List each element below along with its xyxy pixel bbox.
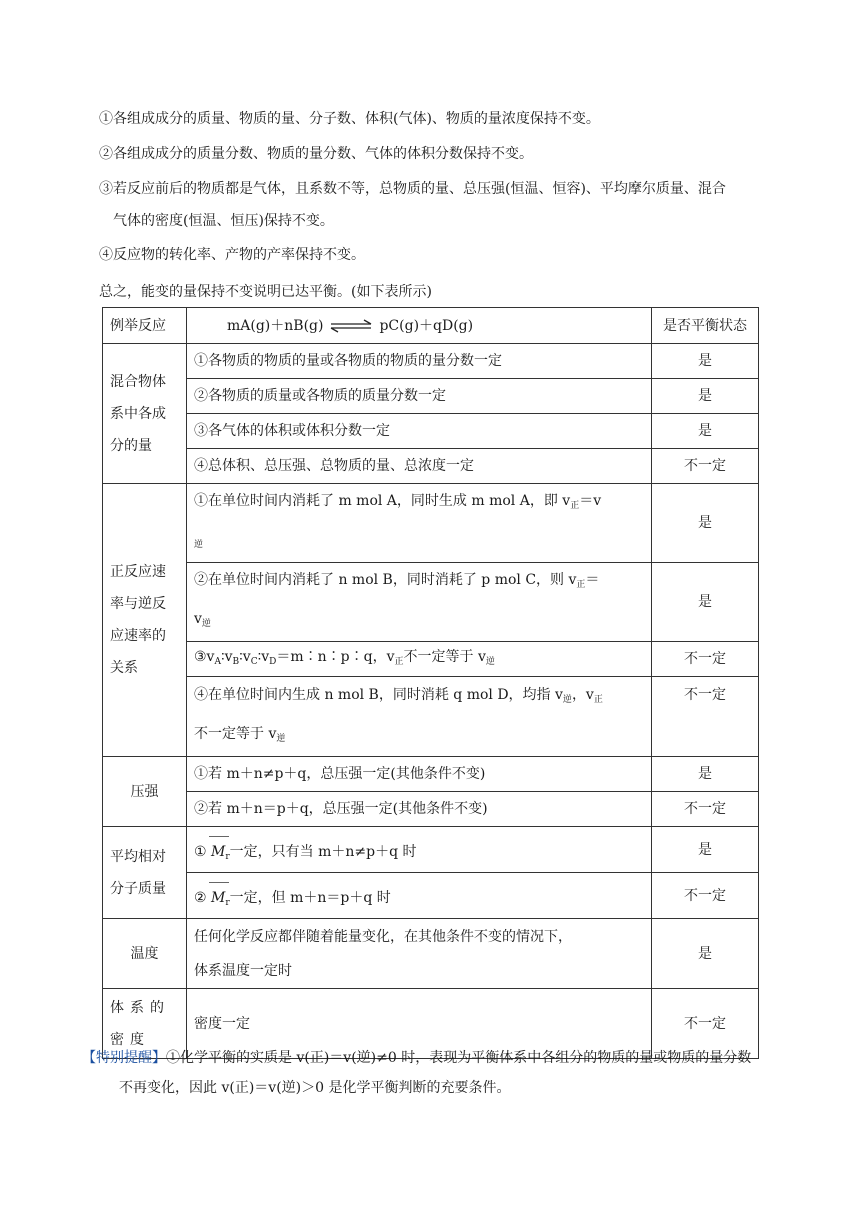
row-text: ④总体积、总压强、总物质的量、总浓度一定 (187, 449, 652, 484)
paragraph-5: 总之，能变的量保持不变说明已达平衡。(如下表所示) (99, 284, 432, 300)
subscript: 逆 (194, 540, 204, 550)
row-result: 是 (652, 919, 759, 989)
row-text: ②若 m＋n＝p＋q，总压强一定(其他条件不变) (187, 792, 652, 827)
text-part: ∶v (239, 648, 251, 665)
table-row (103, 344, 759, 379)
table-row (103, 919, 759, 989)
row-result: 不一定 (652, 792, 759, 827)
text-part: ③v (194, 648, 215, 665)
row-text: ①若 m＋n≠p＋q，总压强一定(其他条件不变) (187, 757, 652, 792)
subscript: A (214, 656, 221, 667)
text-part: ＝ (585, 572, 600, 588)
subscript: r (225, 852, 230, 862)
m-bar-symbol: M (211, 844, 226, 860)
m-bar-symbol: M (211, 890, 226, 906)
text-part: ④在单位时间内生成 n mol B，同时消耗 q mol D，均指 v (194, 687, 563, 703)
row-text (187, 642, 652, 677)
text-part: 不一定等于 v (403, 648, 486, 665)
table-row (103, 449, 759, 484)
text-part: 一定，但 m＋n＝p＋q 时 (229, 890, 391, 906)
text-part: ＝v (579, 493, 602, 509)
row-result: 是 (652, 757, 759, 792)
category-density: 体系的密度 (103, 989, 187, 1059)
row-text (187, 484, 652, 563)
row-result: 是 (652, 827, 759, 873)
header-example-reaction: 例举反应 (103, 308, 187, 344)
subscript: 逆 (201, 619, 211, 629)
table-row (103, 379, 759, 414)
special-reminder (82, 1043, 792, 1103)
row-result: 是 (652, 484, 759, 563)
header-is-equilibrium: 是否平衡状态 (652, 308, 759, 344)
paragraph-4: ④反应物的转化率、产物的产率保持不变。 (99, 247, 365, 263)
subscript: B (232, 656, 240, 667)
table-row (103, 484, 759, 563)
category-rate: 正反应速率与逆反应速率的关系 (103, 484, 187, 757)
row-result: 是 (652, 344, 759, 379)
subscript: 逆 (562, 695, 572, 705)
table-row (103, 642, 759, 677)
subscript: 正 (394, 656, 404, 667)
table-row (103, 873, 759, 919)
row-result: 不一定 (652, 449, 759, 484)
text-part: ① (194, 844, 207, 860)
category-temperature: 温度 (103, 919, 187, 989)
subscript: 正 (570, 501, 580, 511)
category-mixture: 混合物体系中各成分的量 (103, 344, 187, 484)
row-text (187, 919, 652, 989)
table-row (103, 563, 759, 642)
row-result: 不一定 (652, 642, 759, 677)
text-part: 一定，只有当 m＋n≠p＋q 时 (229, 844, 417, 860)
row-text (187, 563, 652, 642)
row-text: 密度一定 (187, 989, 652, 1059)
table-row (103, 677, 759, 757)
row-result: 是 (652, 563, 759, 642)
text-part: ∶v (220, 648, 233, 665)
row-text: ③各气体的体积或体积分数一定 (187, 414, 652, 449)
row-result: 不一定 (652, 873, 759, 919)
row-result: 不一定 (652, 677, 759, 757)
reminder-line-2: 不再变化，因此 v(正)＝v(逆)＞0 是化学平衡判断的充要条件。 (119, 1080, 511, 1096)
category-molar-mass: 平均相对分子质量 (103, 827, 187, 919)
row-text (187, 677, 652, 757)
paragraph-2: ②各组成成分的质量分数、物质的量分数、气体的体积分数保持不变。 (99, 146, 533, 162)
subscript: 逆 (276, 734, 286, 744)
paragraph-1: ①各组成成分的质量、物质的量、分子数、体积(气体)、物质的量浓度保持不变。 (99, 111, 600, 127)
text-part: 不一定等于 v (194, 726, 277, 742)
row-text (187, 873, 652, 919)
header-reaction-equation (187, 308, 652, 344)
text-part: ＝m∶n∶p∶q，v (276, 648, 395, 665)
table-row (103, 757, 759, 792)
equilibrium-table (102, 307, 759, 1059)
reminder-tag: 【特别提醒】 (82, 1050, 166, 1066)
text-part: ①在单位时间内消耗了 m mol A，同时生成 m mol A，即 v (194, 493, 571, 509)
text-part: 任何化学反应都伴随着能量变化，在其他条件不变的情况下， (194, 928, 572, 945)
subscript: C (250, 656, 258, 667)
reaction-right: pC(g)＋qD(g) (379, 317, 474, 334)
text-part: ②在单位时间内消耗了 n mol B，同时消耗了 p mol C，则 v (194, 572, 577, 588)
subscript: 逆 (485, 656, 495, 667)
subscript: 正 (593, 695, 603, 705)
subscript: D (269, 656, 277, 667)
reminder-line-1: ①化学平衡的实质是 v(正)＝v(逆)≠0 时，表现为平衡体系中各组分的物质的量或物质的量分数 (166, 1050, 752, 1066)
row-result: 不一定 (652, 989, 759, 1059)
row-text (187, 827, 652, 873)
table-row (103, 792, 759, 827)
text-part: v (194, 611, 202, 627)
text-part: ∶v (257, 648, 270, 665)
subscript: r (225, 898, 230, 908)
row-text: ②各物质的质量或各物质的质量分数一定 (187, 379, 652, 414)
category-pressure: 压强 (103, 757, 187, 827)
paragraph-3-line-1: ③若反应前后的物质都是气体，且系数不等，总物质的量、总压强(恒温、恒容)、平均摩尔质量、混合 (99, 181, 726, 197)
reaction-left: mA(g)＋nB(g) (227, 317, 324, 334)
row-result: 是 (652, 414, 759, 449)
text-part: ② (194, 890, 207, 906)
paragraph-3-line-2: 气体的密度(恒温、恒压)保持不变。 (113, 213, 334, 229)
row-text: ①各物质的物质的量或各物质的物质的量分数一定 (187, 344, 652, 379)
table-row (103, 827, 759, 873)
row-result: 是 (652, 379, 759, 414)
table-header-row (103, 308, 759, 344)
table-row (103, 414, 759, 449)
text-part: ，v (571, 687, 594, 703)
equilibrium-arrow-icon (329, 319, 373, 333)
text-part: 体系温度一定时 (194, 962, 292, 979)
subscript: 正 (576, 580, 586, 590)
